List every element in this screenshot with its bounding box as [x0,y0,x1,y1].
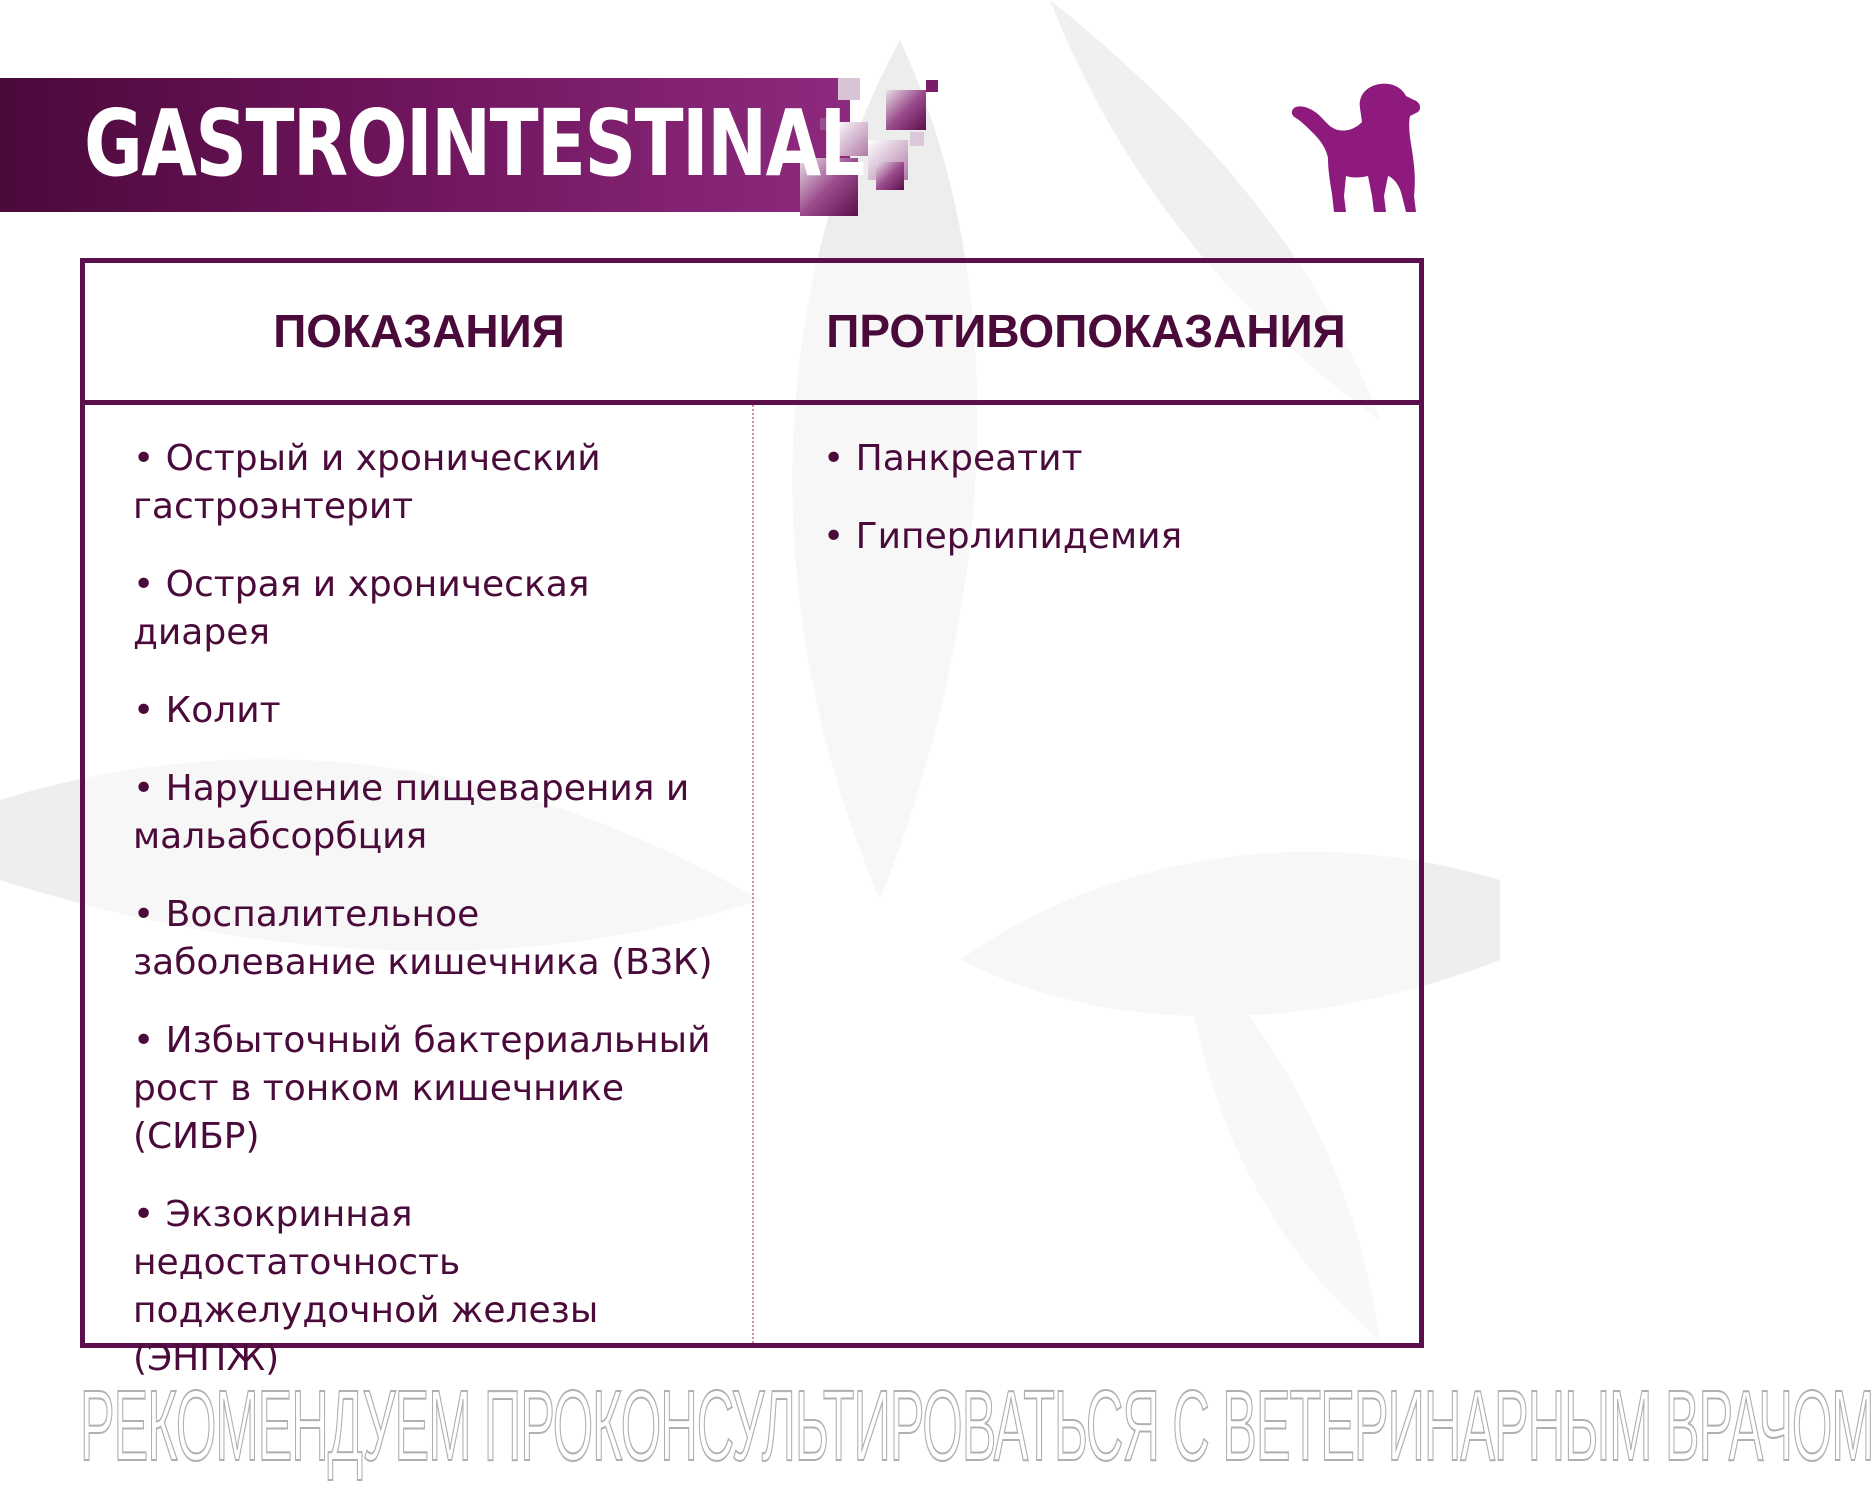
list-item: • Воспалительное заболевание кишечника (ВЗК) [133,894,713,983]
list-item: • Избыточный бактериальный рост в тонком кишечнике (СИБР) [133,1020,711,1157]
puppy-silhouette-icon [1290,78,1430,218]
list-item: • Колит [133,690,281,731]
table-header [85,263,1419,405]
list-item: • Панкреатит [823,438,1083,479]
list-item: • Острая и хроническая диарея [133,564,590,653]
list-item: • Острый и хронический гастроэнтерит [133,438,601,527]
column-divider [752,405,754,1343]
indications-table [80,258,1424,1379]
indications-heading: ПОКАЗАНИЯ [273,305,565,357]
contraindications-heading: ПРОТИВОПОКАЗАНИЯ [826,305,1346,357]
footer-disclaimer [80,1368,1874,1484]
product-title: GASTROINTESTINAL [84,90,864,197]
footer-text: РЕКОМЕНДУЕМ ПРОКОНСУЛЬТИРОВАТЬСЯ С ВЕТЕРИНАРНЫМ ВРАЧОМ [80,1370,1874,1482]
list-item: • Нарушение пищеварения и мальабсорбция [133,768,690,857]
list-item: • Экзокринная недостаточность поджелудочной железы (ЭНПЖ) [133,1194,599,1379]
indications-list [133,435,733,1413]
list-item: • Гиперлипидемия [823,516,1183,557]
contraindications-list [823,435,1383,591]
